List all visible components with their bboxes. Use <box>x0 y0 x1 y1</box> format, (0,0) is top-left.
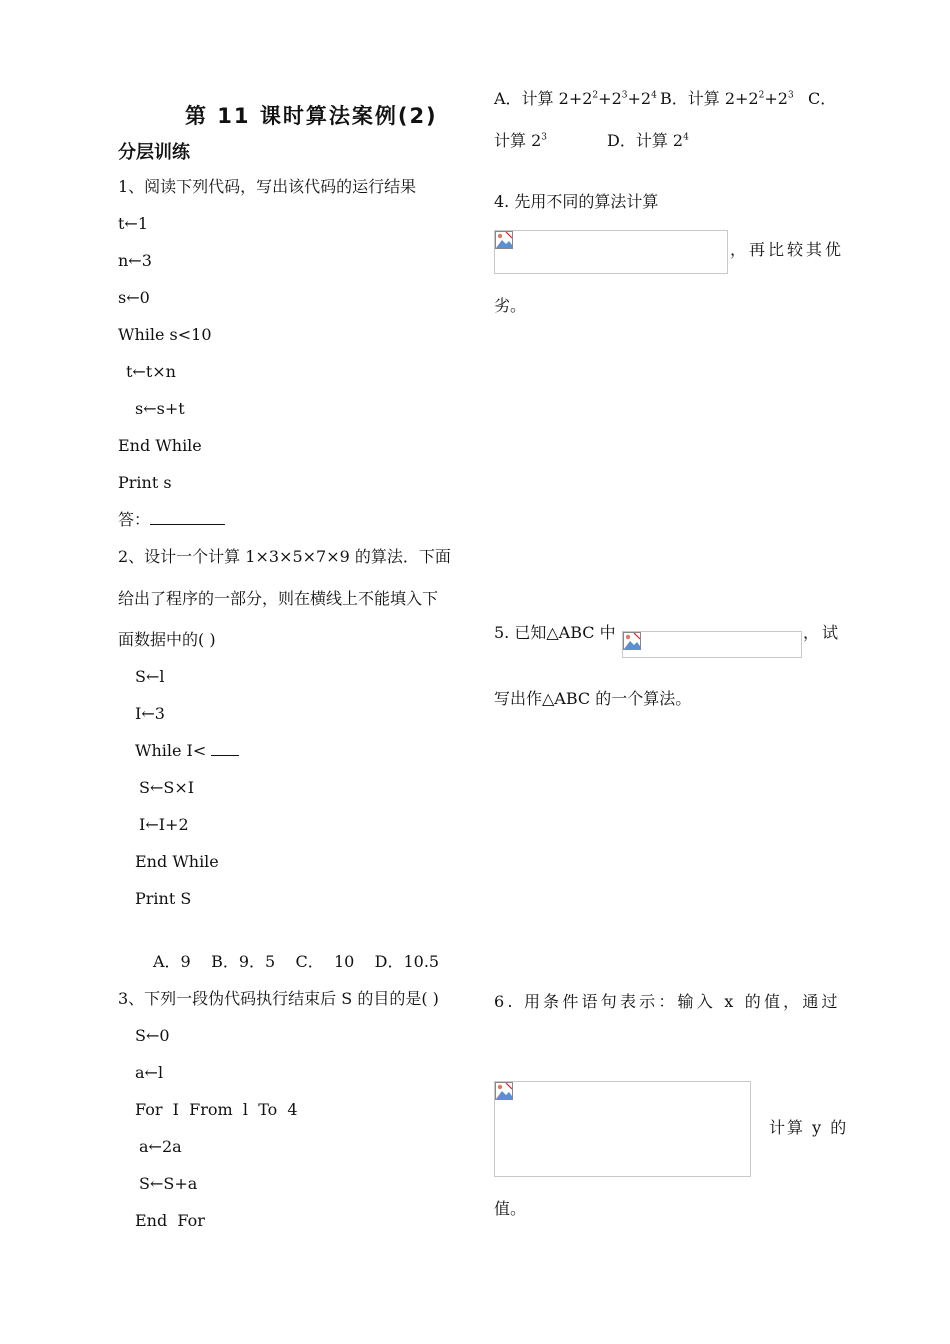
q3-option-d <box>607 131 689 151</box>
broken-image-icon <box>495 231 513 249</box>
q1-code-line: t←t×n <box>126 362 176 381</box>
q6-formula-image <box>494 1081 751 1177</box>
option-b-text: +2 <box>764 89 788 108</box>
q1-code-line: t←1 <box>118 214 149 233</box>
option-b-text: B．计算 2+2 <box>660 89 759 108</box>
option-d-text: D．计算 2 <box>607 131 684 150</box>
exponent: 3 <box>621 90 628 101</box>
q2-options: A．9 B．9．5 C． 10 D．10.5 <box>153 952 440 971</box>
broken-image-icon <box>495 1082 513 1100</box>
q5-formula-image <box>622 631 802 658</box>
exponent: 3 <box>541 132 548 143</box>
q3-option-c-label: C． <box>808 89 837 108</box>
exponent: 3 <box>787 90 794 101</box>
q3-code-line: S←0 <box>135 1026 170 1045</box>
q1-prompt: 1、阅读下列代码，写出该代码的运行结果 <box>118 177 417 196</box>
q3-prompt: 3、下列一段伪代码执行结束后 S 的目的是( ) <box>118 989 439 1008</box>
q2-code-line-while <box>135 741 239 761</box>
q2-code-line: S←S×I <box>139 778 195 797</box>
answer-blank[interactable] <box>150 510 225 525</box>
q4-formula-image <box>494 230 728 274</box>
q1-code-line: End While <box>118 436 202 455</box>
option-a-text: +2 <box>598 89 622 108</box>
q4-end: 劣。 <box>494 296 527 315</box>
q1-code-line: s←0 <box>118 288 150 307</box>
q1-answer <box>118 510 225 530</box>
exponent: 2 <box>592 90 599 101</box>
q3-option-c <box>494 131 547 151</box>
broken-image-icon <box>623 632 641 650</box>
q2-code-while-text: While I< <box>135 741 207 760</box>
q4-after: ，再比较其优 <box>730 240 845 259</box>
q3-code-line: For I From l To 4 <box>135 1100 298 1119</box>
q1-code-line: s←s+t <box>135 399 185 418</box>
q3-code-line: a←2a <box>139 1137 182 1156</box>
q2-code-line: End While <box>135 852 219 871</box>
page-title: 第 11 课时算法案例(2) <box>185 104 438 128</box>
q4-prompt: 4. 先用不同的算法计算 <box>494 192 659 211</box>
exponent: 2 <box>758 90 765 101</box>
q3-code-line: End For <box>135 1211 205 1230</box>
exponent: 4 <box>683 132 689 143</box>
q1-code-line: Print s <box>118 473 172 492</box>
q5-line2: 写出作△ABC 的一个算法。 <box>494 689 692 708</box>
q2-code-line: S←l <box>135 667 165 686</box>
q3-code-line: a←l <box>135 1063 164 1082</box>
q5-after: ，试 <box>803 623 842 642</box>
q1-code-line: While s<10 <box>118 325 212 344</box>
q2-code-line: Print S <box>135 889 192 908</box>
q6-after: 计算 y 的 <box>769 1118 849 1137</box>
fill-blank[interactable] <box>211 741 239 756</box>
option-a-text: +2 <box>627 89 652 108</box>
q2-line: 面数据中的( ) <box>118 630 216 649</box>
q2-line: 给出了程序的一部分，则在横线上不能填入下 <box>118 589 439 608</box>
q3-option-a <box>494 89 657 109</box>
q6-prompt: 6. 用条件语句表示：输入 x 的值，通过 <box>494 992 841 1011</box>
q2-code-line: I←I+2 <box>139 815 189 834</box>
section-heading: 分层训练 <box>118 142 190 163</box>
q2-code-line: I←3 <box>135 704 165 723</box>
option-c-text: 计算 2 <box>494 131 542 150</box>
q2-line: 2、设计一个计算 1×3×5×7×9 的算法．下面 <box>118 547 451 566</box>
q5-prompt: 5. 已知△ABC 中 <box>494 623 616 642</box>
q1-code-line: n←3 <box>118 251 152 270</box>
q3-code-line: S←S+a <box>139 1174 198 1193</box>
exponent: 4 <box>651 90 657 101</box>
q3-option-b <box>660 89 794 109</box>
q1-answer-label: 答： <box>118 510 151 529</box>
option-a-text: A．计算 2+2 <box>494 89 593 108</box>
q6-end: 值。 <box>494 1199 527 1218</box>
